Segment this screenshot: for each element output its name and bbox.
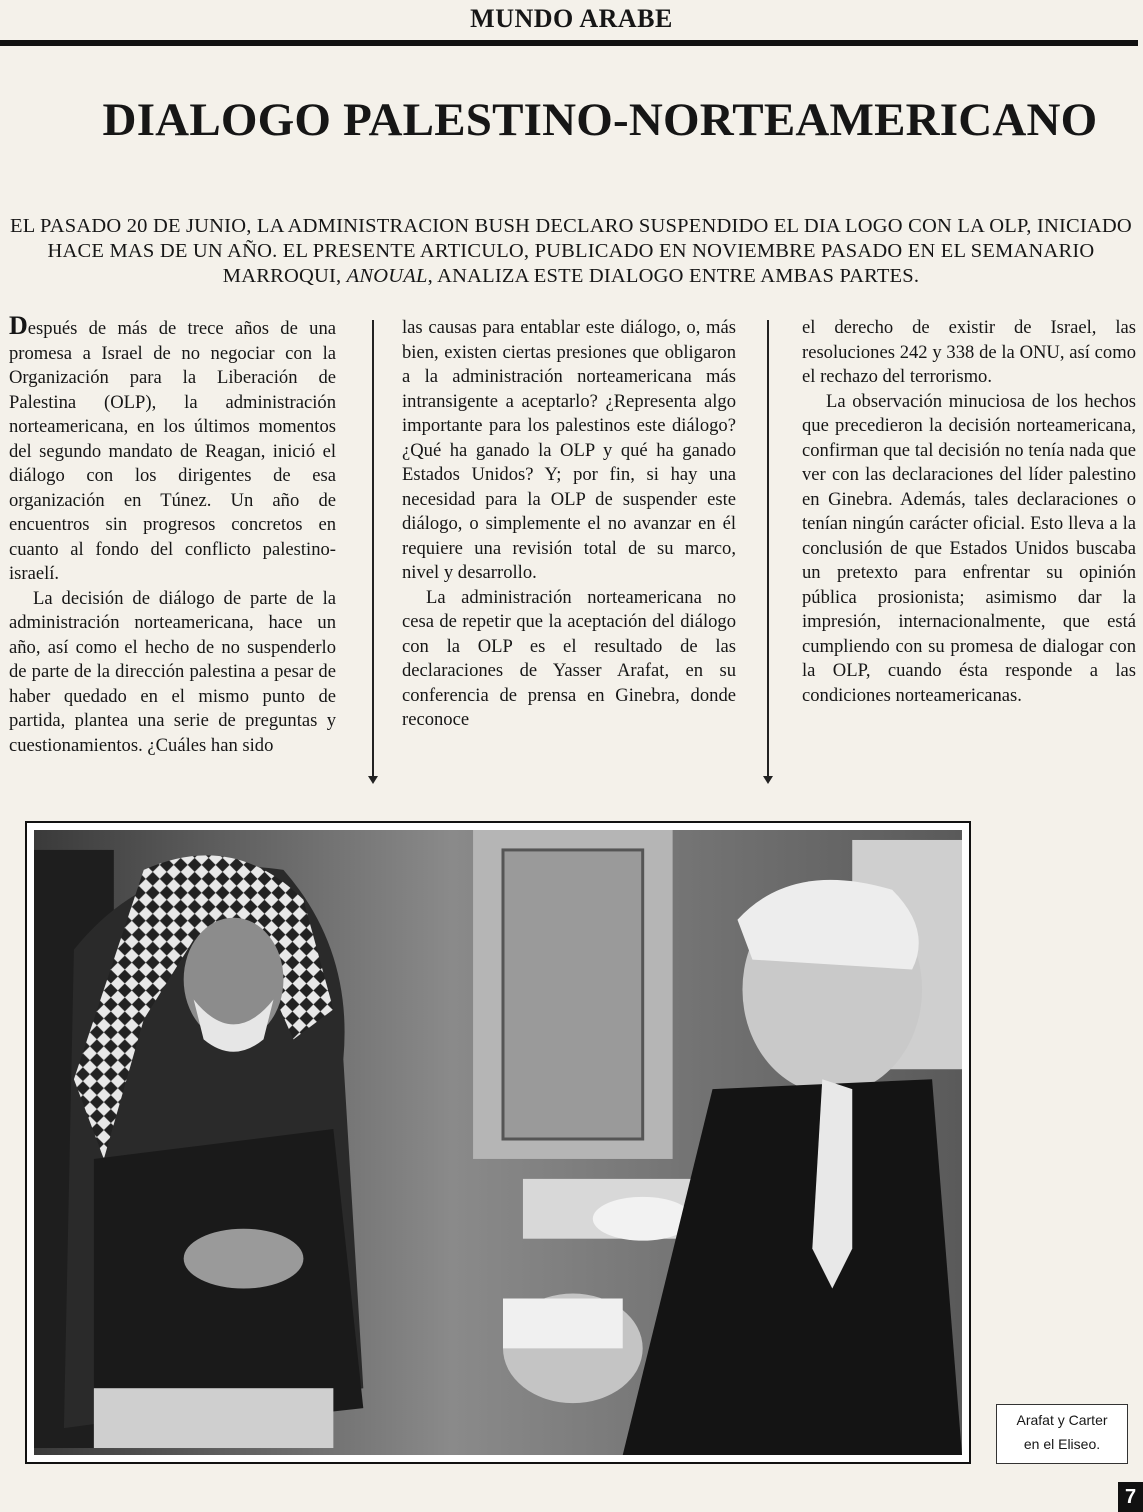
headline: DIALOGO PALESTINO-NORTEAMERICANO <box>102 94 1098 146</box>
article-paragraph <box>9 316 336 587</box>
drop-cap: D <box>9 316 28 340</box>
caption-line-2: en el Eliseo. <box>1023 1436 1101 1452</box>
article-column-3 <box>802 316 1136 786</box>
article-column-1 <box>9 316 336 786</box>
article-paragraph: La decisión de diálogo de parte de la administración norteamericana, hace un año, así como el hecho de no suspenderlo de parte de la dirección palestina a pesar de haber quedado en el mismo punto de partida, plantea una serie de preguntas y cuestionamientos. ¿Cuáles han sido <box>9 587 336 756</box>
photo-frame <box>25 821 971 1464</box>
article-text: espués de más de trece años de una promesa a Israel de no negociar con la Organización para la Liberación de Palestina (OLP), la administración norteamericana, en los últimos momentos del segundo mandato de Reagan, inició el diálogo con los dirigentes de esa organización en Túnez. Un año de encuentros sin progresos concretos en cuanto al fondo del conflicto palestino-israelí. <box>9 318 336 584</box>
lead-text-end: , ANALIZA ESTE DIALOGO ENTRE AMBAS PARTES. <box>427 265 920 287</box>
lead-publication-name: ANOUAL <box>346 265 428 287</box>
article-paragraph: La observación minuciosa de los hechos que precedieron la decisión norteamericana, confirman que tal decisión no tenía nada que ver con las declaraciones del líder palestino en Ginebra. Además, tales declaraciones o tenían ningún carácter oficial. Esto lleva a la conclusión de que Estados Unidos buscaba un pretexto para enfrentar su opinión pública prosionista; asimismo dar la impresión, internacionalmente, que está cumpliendo con su promesa de dialogar con la OLP, cuando ésta responde a las condiciones norteamericanas. <box>802 390 1136 706</box>
page-number: 7 <box>1118 1482 1143 1512</box>
caption-line-1: Arafat y Carter <box>1016 1412 1108 1428</box>
section-label: MUNDO ARABE <box>470 4 673 33</box>
photo-caption <box>996 1404 1128 1464</box>
news-photo <box>34 830 962 1455</box>
article-paragraph: las causas para entablar este diálogo, o, más bien, existen ciertas presiones que obligaron a la administración norteamericana más intransigente a aceptarlo? ¿Representa algo importante para los palestinos este diálogo? ¿Qué ha ganado la OLP y qué ha ganado Estados Unidos? Y; por fin, si hay una necesidad para la OLP de suspender este diálogo, o simplemente el no avanzar en él requiere una revisión total de su marco, nivel y desarrollo. <box>402 317 736 583</box>
lead-text: EL PASADO 20 DE JUNIO, LA ADMINISTRACION BUSH DECLARO SUSPENDIDO EL DIA LOGO CON LA OLP, INICIADO HACE MAS DE UN AÑO. EL PRESENTE ARTICULO, PUBLICADO EN NOVIEMBRE PASADO EN EL SEMANARIO MARROQUI, <box>10 215 1132 287</box>
article-column-2 <box>402 316 736 786</box>
article-paragraph: La administración norteamericana no cesa de repetir que la aceptación del diálogo con la OLP es el resultado de las declaraciones de Yasser Arafat, en su conferencia de prensa en Ginebra, donde reconoce <box>402 586 736 730</box>
top-rule <box>0 40 1138 46</box>
lead-paragraph <box>8 214 1134 289</box>
column-divider <box>372 320 374 778</box>
column-divider <box>767 320 769 778</box>
article-paragraph: el derecho de existir de Israel, las resoluciones 242 y 338 de la ONU, así como el rechazo del terrorismo. <box>802 317 1136 387</box>
